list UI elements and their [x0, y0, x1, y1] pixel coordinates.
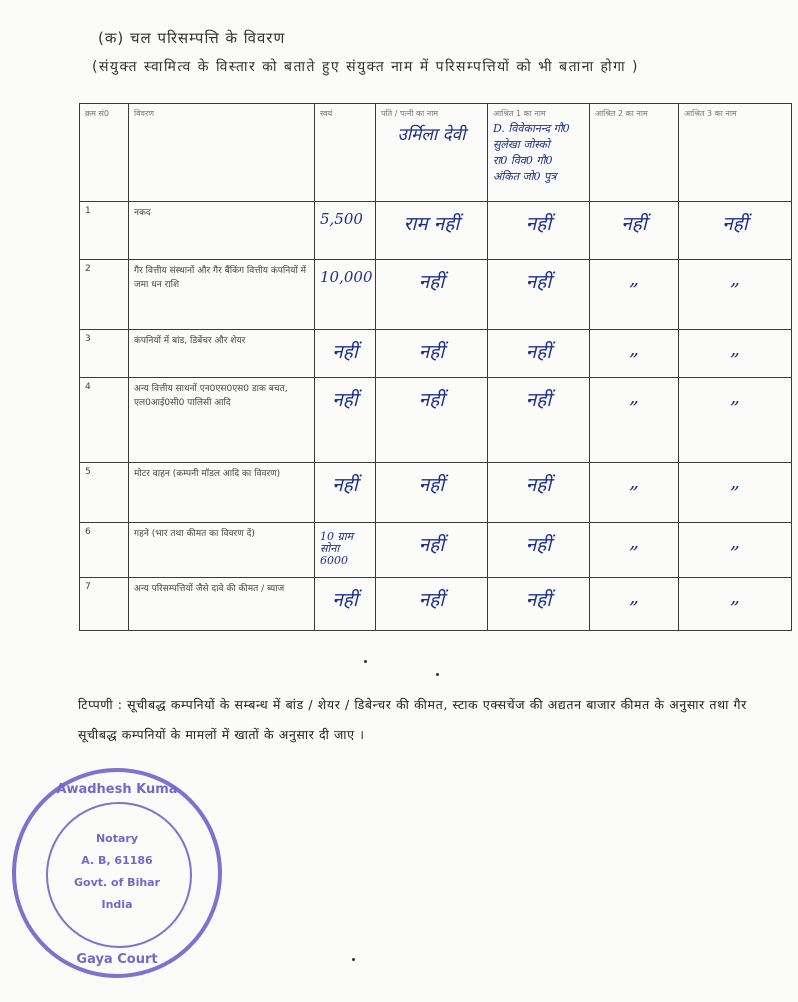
- self-value: 5,500: [320, 210, 363, 228]
- dependent-1-value: नहीं: [525, 389, 552, 411]
- spouse-value: नहीं: [418, 341, 445, 363]
- header-dependent-1: [488, 104, 590, 202]
- self-value: 10,000: [320, 268, 373, 286]
- dependent-3-value: „: [730, 268, 740, 290]
- spouse-value: नहीं: [418, 389, 445, 411]
- table-row: [80, 523, 792, 578]
- ink-dot: [352, 958, 355, 961]
- spouse-name: उर्मिला देवी: [397, 125, 466, 145]
- row-sn: 6: [80, 523, 129, 578]
- stamp-bottom-text: Gaya Court: [76, 952, 158, 967]
- header-self: स्वयं: [315, 104, 376, 202]
- row-description: अन्य वित्तीय साधनों एन0एस0एस0 डाक बचत, एल0आई0सी0 पालिसी आदि: [129, 378, 315, 463]
- dependent-1-name-4: अंकित जो0 पुत्र: [493, 170, 557, 183]
- row-description: कंपनियों में बांड, डिबेंचर और शेयर: [129, 330, 315, 378]
- table-row: [80, 260, 792, 330]
- header-dependent-3: आश्रित 3 का नाम: [679, 104, 792, 202]
- spouse-value: नहीं: [418, 271, 445, 293]
- dependent-1-name-2: सुलेखा जोस्को: [493, 138, 550, 151]
- table-header-row: [80, 104, 792, 202]
- row-sn: 3: [80, 330, 129, 378]
- stamp-title: Notary: [95, 832, 139, 845]
- section-subheading: (संयुक्त स्वामित्व के विस्तार को बताते हुए संयुक्त नाम में परिसम्पत्तियों को भी बताना होगा ): [92, 59, 640, 75]
- section-heading: (क) चल परिसम्पत्ति के विवरण: [98, 29, 286, 47]
- dependent-1-name-3: रा0 विव0 गौ0: [493, 154, 553, 167]
- dependent-2-value: „: [629, 338, 639, 360]
- dependent-2-value: नहीं: [621, 213, 647, 235]
- dependent-1-name-1: D. विवेकानन्द गौ0: [493, 122, 570, 135]
- dependent-3-value: „: [730, 531, 740, 553]
- dependent-1-value: नहीं: [525, 271, 552, 293]
- header-dep1-label: आश्रित 1 का नाम: [493, 109, 546, 118]
- dependent-1-value: नहीं: [525, 589, 552, 611]
- stamp-reg: A. B, 61186: [81, 854, 153, 867]
- self-value: नहीं: [332, 589, 358, 611]
- notary-stamp: [12, 768, 222, 978]
- dependent-2-value: „: [629, 386, 639, 408]
- stamp-inner-ring: [46, 802, 192, 948]
- stamp-country: India: [101, 898, 133, 911]
- header-description: विवरण: [129, 104, 315, 202]
- row-sn: 1: [80, 202, 129, 260]
- row-sn: 2: [80, 260, 129, 330]
- header-sn: क्रम सं0: [80, 104, 129, 202]
- self-value: नहीं: [332, 341, 358, 363]
- row-description: गहने (भार तथा कीमत का विवरण दें): [129, 523, 315, 578]
- table-row: [80, 578, 792, 631]
- row-description: मोटर वाहन (कम्पनी मॉडल आदि का विवरण): [129, 463, 315, 523]
- dependent-3-value: „: [730, 471, 740, 493]
- dependent-3-value: नहीं: [722, 213, 748, 235]
- dependent-3-value: „: [730, 386, 740, 408]
- dependent-1-value: नहीं: [525, 474, 552, 496]
- self-value: नहीं: [332, 389, 358, 411]
- row-description: अन्य परिसम्पत्तियों जैसे दावे की कीमत / ब्याज: [129, 578, 315, 631]
- dependent-3-value: „: [730, 586, 740, 608]
- dependent-1-value: नहीं: [525, 213, 552, 235]
- spouse-value: राम नहीं: [403, 213, 460, 235]
- row-sn: 4: [80, 378, 129, 463]
- table-row: [80, 463, 792, 523]
- dependent-1-value: नहीं: [525, 341, 552, 363]
- header-spouse-label: पति / पत्नी का नाम: [381, 109, 439, 118]
- row-description: गैर वित्तीय संस्थानों और गैर बैंकिंग वित्तीय कंपनियों में जमा धन राशि: [129, 260, 315, 330]
- spouse-value: नहीं: [418, 589, 445, 611]
- footnote: टिप्पणी : सूचीबद्ध कम्पनियों के सम्बन्ध में बांड / शेयर / डिबेन्चर की कीमत, स्टाक एक्सचेंज की अद्यतन बाजार कीमत के अनुसार तथा गैर सूचीबद्ध कम्पनियों के मामलों में खातों के अनुसार दी जाए ।: [78, 697, 747, 742]
- table-row: [80, 330, 792, 378]
- dependent-1-value: नहीं: [525, 534, 552, 556]
- ink-dot: [436, 673, 439, 676]
- stamp-top-text: Awadhesh Kuma: [56, 782, 178, 797]
- dependent-2-value: „: [629, 471, 639, 493]
- table-row: [80, 378, 792, 463]
- ink-dot: [364, 660, 367, 663]
- movable-assets-table: [79, 103, 792, 631]
- row-description: नकद: [129, 202, 315, 260]
- header-dependent-2: आश्रित 2 का नाम: [590, 104, 679, 202]
- dependent-2-value: „: [629, 531, 639, 553]
- self-value: नहीं: [332, 474, 358, 496]
- self-value: 10 ग्राम सोना 6000: [320, 530, 354, 567]
- spouse-value: नहीं: [418, 534, 445, 556]
- table-row: [80, 202, 792, 260]
- dependent-3-value: „: [730, 338, 740, 360]
- header-spouse: [376, 104, 488, 202]
- spouse-value: नहीं: [418, 474, 445, 496]
- dependent-2-value: „: [629, 586, 639, 608]
- stamp-govt: Govt. of Bihar: [73, 876, 161, 889]
- dependent-2-value: „: [629, 268, 639, 290]
- row-sn: 7: [80, 578, 129, 631]
- row-sn: 5: [80, 463, 129, 523]
